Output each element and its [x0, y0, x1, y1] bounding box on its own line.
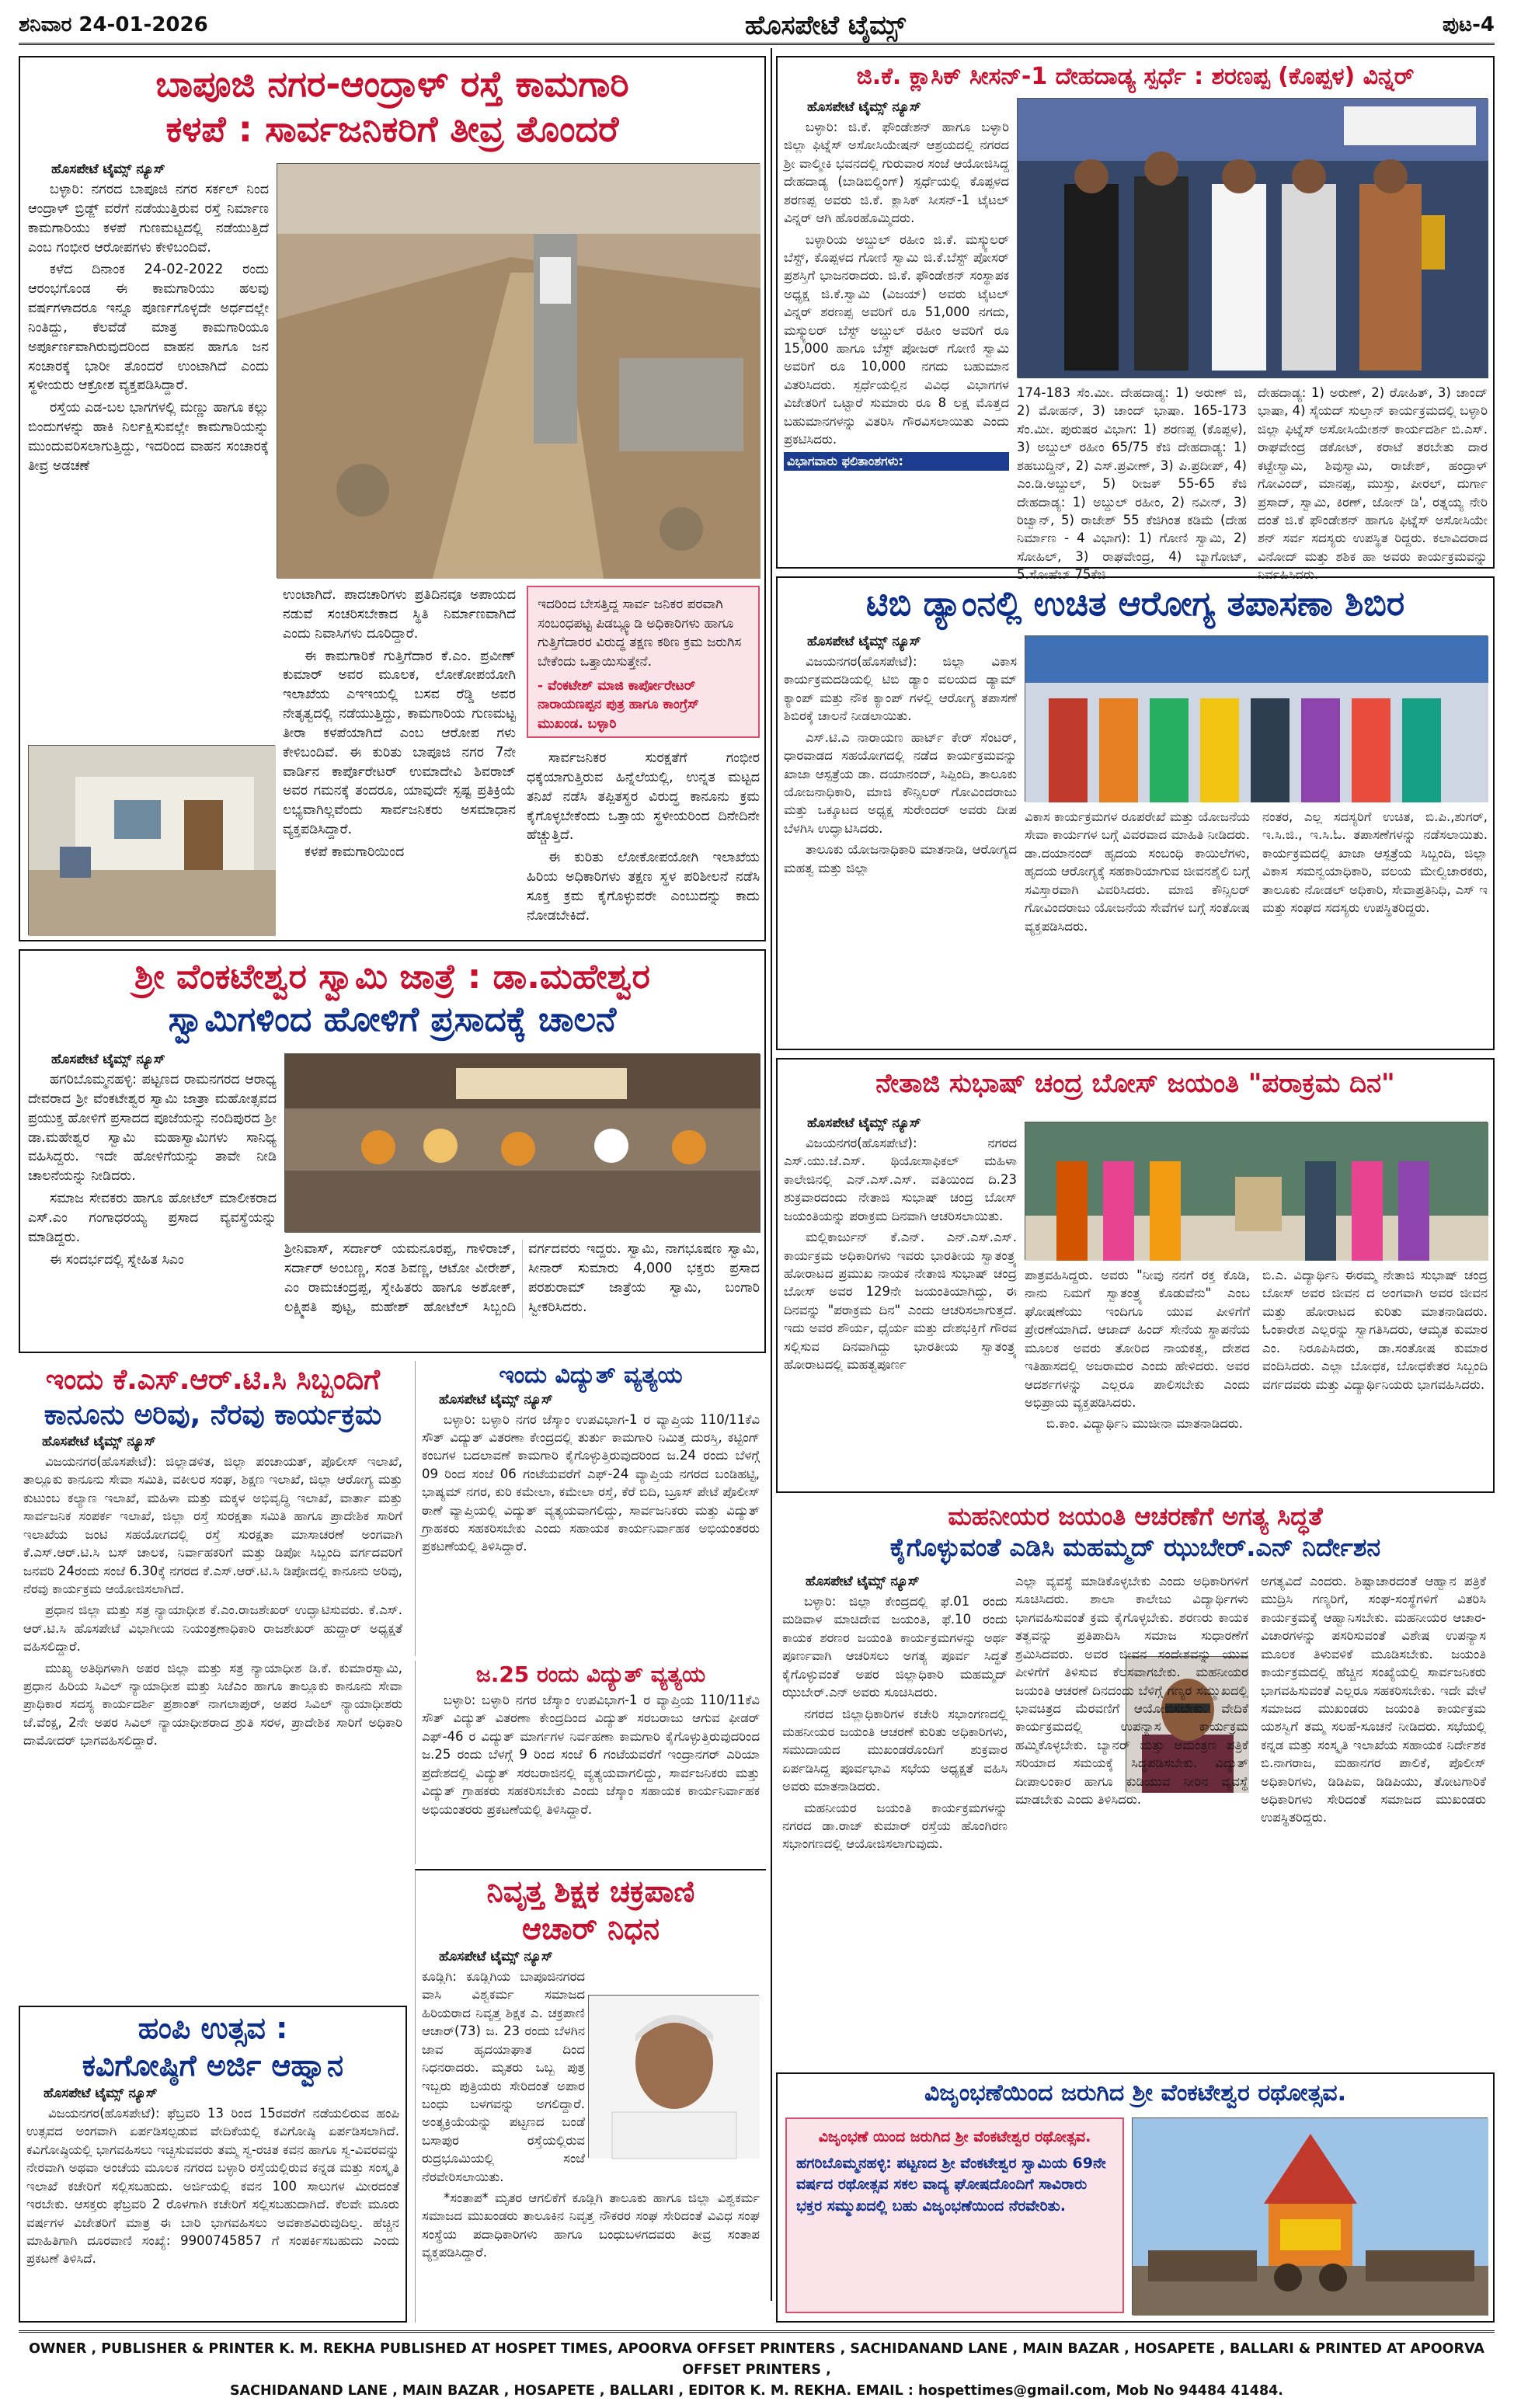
obituary-portrait-photo [588, 1995, 759, 2158]
headline-obituary-2: ಆಚಾರ್ ನಿಧನ [522, 1911, 660, 1946]
byline: ಹೊಸಪೇಟೆ ಟೈಮ್ಸ್ ನ್ಯೂಸ್ [439, 1949, 553, 1964]
imprint-line-1: OWNER , PUBLISHER & PRINTER K. M. REKHA PUBLISHED AT HOSPET TIMES, APOORVA OFFSET PRINTERS , SACHIDANAND LANE , MAIN BAZAR , HOSAPETE , BALLARI & PRINTED AT APOORVA OFFSET PRINTERS , [29, 2341, 1484, 2378]
newspaper-page [19, 8, 1495, 2400]
headline-road-work-2: ಕಳಪೆ : ಸಾರ್ವಜನಿಕರಿಗೆ ತೀವ್ರ ತೊಂದರೆ [165, 107, 619, 150]
headline-power-cut: ಇಂದು ವಿದ್ಯುತ್ ವ್ಯತ್ಯಯ [499, 1362, 683, 1389]
article-netaji [776, 1058, 1495, 1493]
article-obituary [415, 1869, 766, 2323]
headline-jayanti-1: ಮಹನೀಯರ ಜಯಂತಿ ಆಚರಣೆಗೆ ಅಗತ್ಯ ಸಿದ್ಧತೆ [948, 1502, 1323, 1531]
pull-quote-signature: - ವೆಂಕಟೇಶ್ ಮಾಜಿ ಕಾರ್ಪೋರೇಟರ್ ನಾರಾಯಣಪ್ಪನ ಪುತ್ರ ಹಾಗೂ ಕಾಂಗ್ರೆಸ್ ಮುಖಂಡ. ಬಳ್ಳಾರಿ [538, 677, 699, 732]
headline-ksrtc-1: ಇಂದು ಕೆ.ಎಸ್.ಆರ್.ಟಿ.ಸಿ ಸಿಬ್ಬಂದಿಗೆ [45, 1364, 381, 1396]
column-divider [771, 48, 772, 2301]
byline: ಹೊಸಪೇಟೆ ಟೈಮ್ಸ್ ನ್ಯೂಸ್ [807, 1115, 921, 1131]
byline: ಹೊಸಪೇಟೆ ಟೈಮ್ಸ್ ನ್ಯೂಸ್ [51, 162, 165, 177]
article-body: ಬಳ್ಳಾರಿ: ಜಿಲ್ಲಾ ಕೇಂದ್ರದಲ್ಲಿ ಫೆ.01 ರಂದು ಮಡಿವಾಳ ಮಾಚಿದೇವ ಜಯಂತಿ, ಫೆ.10 ರಂದು ಕಾಯಕ ಶರಣರ ಜಯಂತಿ ಕಾರ್ಯಕ್ರಮಗಳನ್ನು ಅರ್ಥ ಪೂರ್ಣವಾಗಿ ಆಚರಿಸಲು ಅಗತ್ಯ ಪೂರ್ವ ಸಿದ್ಧತೆ ಕೈಗೊಳ್ಳುವಂತೆ ಅಪರ ಜಿಲ್ಲಾಧಿಕಾರಿ ಮಹಮ್ಮದ್ ಝುಬೇರ್.ಎನ್ ಅವರು ಸೂಚಿಸಿದರು. ನಗರದ ಜಿಲ್ಲಾಧಿಕಾರಿಗಳ ಕಚೇರಿ ಸಭಾಂಗಣದಲ್ಲಿ ಮಹನೀಯರ ಜಯಂತಿ ಆಚರಣೆ ಕುರಿತು ಅಧಿಕಾರಿಗಳು, ಸಮುದಾಯದ ಮುಖಂಡರೊಂದಿಗೆ ಶುಕ್ರವಾರ ಏರ್ಪಡಿಸಿದ್ದ ಪೂರ್ವಭಾವಿ ಸಭೆಯ ಅಧ್ಯಕ್ಷತೆ ವಹಿಸಿ ಅವರು ಮಾತನಾಡಿದರು. ಮಹನೀಯರ ಜಯಂತಿ ಕಾರ್ಯಕ್ರಮಗಳನ್ನು ನಗರದ ಡಾ.ರಾಜ್ ಕುಮಾರ್ ರಸ್ತೆಯ ಹೊಂಗಿರಣ ಸಭಾಂಗಣದಲ್ಲಿ ಆಯೋಜಿಸಲಾಗುವುದು. [782, 1594, 1008, 1852]
article-jatre [19, 949, 766, 1353]
portrait-illustration [589, 1996, 760, 2159]
award-ceremony-photo [1017, 98, 1488, 378]
chariot-box-title: ವಿಜೃಂಭಣೆ ಯಿಂದ ಜರುಗಿದ ಶ್ರೀ ವೆಂಕಟೇಶ್ವರ ರಥೋತ್ಸವ. [818, 2128, 1091, 2145]
results-column-2: 174-183 ಸೆಂ.ಮೀ. ದೇಹದಾಡ್ಯ: 1) ಅರುಣ್ ಜಿ, 2) ಮೋಹನ್, 3) ಚಾಂದ್ ಭಾಷಾ. 165-173 ಸೆಂ.ಮೀ. ಪುರುಷರ ವಿಭಾಗ: 1) ಶರಣಪ್ಪ (ಕೊಪ್ಪಳ), 3) ಅಬ್ದುಲ್ ರಹೀಂ 65/75 ಕೆಜಿ ದೇಹದಾಡ್ಯ: 1) ಶಹಬುದ್ದಿನ್, 2) ಎಸ್.ಪ್ರವೀಣ್, 3) ಪಿ.ಪ್ರದೀಪ್, 4) ಎಂ.ಡಿ.ಅಬ್ದುಲ್, 5) ರೀಜಕ್ 55-65 ಕೆಜಿ ದೇಹದಾಡ್ಯ: 1) ಅಬ್ದುಲ್ ರಹೀಂ, 2) ನವೀನ್, 3) ರಿಜ್ವಾನ್, 5) ರಾಜೇಶ್ 55 ಕೆಜಿಗಿಂತ ಕಡಿಮೆ (ದೇಹ ನಿರ್ಮಾಣ - 4 ವಿಭಾಗ): 1) ಗೋಣಿ ಸ್ವಾಮಿ, 2) ಸೋಹಿಲ್, 3) ರಾಘವೇಂದ್ರ, 4) ಬ್ಯಾಗೋಟ್, 5.ಸೋಹೆಬ್ 75ಕೆಜಿ [1017, 385, 1247, 583]
page-number: ಪುಟ-4 [1442, 13, 1495, 37]
masthead [19, 8, 1495, 45]
results-subhead: ವಿಭಾಗವಾರು ಫಲಿತಾಂಶಗಳು: [784, 452, 1009, 471]
prasad-photo-illustration [285, 1054, 760, 1233]
newspaper-title: ಹೊಸಪೇಟೆ ಟೈಮ್ಸ್ [744, 9, 906, 41]
health-camp-illustration [1025, 636, 1488, 802]
article-health-camp [776, 576, 1495, 1050]
chariot-text-box [785, 2117, 1124, 2313]
article-column-2: ಪಾತ್ರವಹಿಸಿದ್ದರು. ಅವರು "ನೀವು ನನಗೆ ರಕ್ತ ಕೊಡಿ, ನಾನು ನಿಮಗೆ ಸ್ವಾತಂತ್ರ್ಯ ಕೊಡುವೆನು" ಎಂಬ ಘೋಷಣೆಯು ಇಂದಿಗೂ ಯುವ ಪೀಳಿಗೆಗೆ ಪ್ರೇರಣೆಯಾಗಿದೆ. ಆಜಾದ್ ಹಿಂದ್ ಸೇನೆಯ ಸ್ಥಾಪನೆಯ ಮೂಲಕ ಅವರು ತೋರಿದ ನಾಯಕತ್ವ, ದೇಶದ ಇತಿಹಾಸದಲ್ಲಿ ಅಜರಾಮರ ಎಂದು ಹೇಳಿದರು. ಅವರ ಆದರ್ಶಗಳನ್ನು ಎಲ್ಲರೂ ಪಾಲಿಸಬೇಕು ಎಂದು ಅಭಿಪ್ರಾಯ ವ್ಯಕ್ತಪಡಿಸಿದರು. ಬಿ.ಕಾಂ. ವಿದ್ಯಾರ್ಥಿನಿ ಮುಜೀನಾ ಮಾತನಾಡಿದರು. [1025, 1268, 1250, 1432]
article-body: ಕೂಡ್ಲಿಗಿ: ಕೂಡ್ಲಿಗಿಯ ಬಾಪೂಜಿನಗರದ ವಾಸಿ ವಿಶ್ವಕರ್ಮ ಸಮಾಜದ ಹಿರಿಯರಾದ ನಿವೃತ್ತ ಶಿಕ್ಷಕ ಎ. ಚಕ್ರಪಾಣಿ ಆಚಾರ್(73) ಜ. 23 ರಂದು ಬೆಳಗಿನ ಜಾವ ಹೃದಯಾಘಾತ ದಿಂದ ನಿಧನರಾದರು. ಮೃತರು ಒಬ್ಬ ಪುತ್ರ ಇಬ್ಬರು ಪುತ್ರಿಯರು ಸೇರಿದಂತೆ ಅಪಾರ ಬಂಧು ಬಳಗವನ್ನು ಅಗಲಿದ್ದಾರೆ. ಅಂತ್ಯಕ್ರಿಯೆಯನ್ನು ಪಟ್ಟಣದ ಬಂಡೆ ಬಸಾಪುರ ರಸ್ತೆಯಲ್ಲಿರುವ ರುದ್ರಭೂಮಿಯಲ್ಲಿ ಸಂಜೆ ನೆರವೇರಿಸಲಾಯಿತು. *ಸಂತಾಪ* ಮೃತರ ಆಗಲಿಕೆಗೆ ಕೂಡ್ಲಿಗಿ ತಾಲೂಕು ಹಾಗೂ ಜಿಲ್ಲಾ ವಿಶ್ವಕರ್ಮ ಸಮಾಜದ ಮುಖಂಡರು ತಾಲೂಕಿನ ನಿವೃತ್ತ ನೌಕರರ ಸಂಘ ಸೇರಿದಂತೆ ವಿವಿಧ ಸಂಘ ಸಂಸ್ಥೆಯ ಪದಾಧಿಕಾರಿಗಳು ಹಾಗೂ ಬಂಧುಬಳಗದವರು ತೀವ್ರ ಸಂತಾಪ ವ್ಯಕ್ತಪಡಿಸಿದ್ದಾರೆ. [422, 1969, 760, 2260]
article-jayanti-meeting [776, 1501, 1495, 2066]
article-bodybuilding [776, 56, 1495, 583]
byline: ಹೊಸಪೇಟೆ ಟೈಮ್ಸ್ ನ್ಯೂಸ್ [807, 99, 921, 115]
byline: ಹೊಸಪೇಟೆ ಟೈಮ್ಸ್ ನ್ಯೂಸ್ [51, 1052, 165, 1067]
imprint-footer [19, 2330, 1495, 2399]
article-body: ಬಳ್ಳಾರಿ: ನಗರದ ಬಾಪೂಜಿ ನಗರ ಸರ್ಕಲ್ ನಿಂದ ಆಂದ್ರಾಳ್ ಬ್ರಿಡ್ಜ್ ವರೆಗೆ ನಡೆಯುತ್ತಿರುವ ರಸ್ತೆ ನಿರ್ಮಾಣ ಕಾಮಗಾರಿಯು ಕಳಪೆ ಗುಣಮಟ್ಟದಲ್ಲಿ ನಡೆಯುತ್ತಿದೆ ಎಂಬ ಗಂಭೀರ ಆರೋಪಗಳು ಕೇಳಿಬಂದಿವೆ. ಕಳೆದ ದಿನಾಂಕ 24-02-2022 ರಂದು ಆರಂಭಗೊಂಡ ಈ ಕಾಮಗಾರಿಯು ಹಲವು ವರ್ಷಗಳಾದರೂ ಇನ್ನೂ ಪೂರ್ಣಗೊಳ್ಳದೇ ಅರ್ಧದಲ್ಲೇ ನಿಂತಿದ್ದು, ಕೆಲವೆಡೆ ಮಾತ್ರ ಕಾಮಗಾರಿಯೂ ಅರ್ಪೂರ್ಣವಾಗಿರುವುದರಿಂದ ವಾಹನ ಹಾಗೂ ಜನ ಸಂಚಾರಕ್ಕೆ ಭಾರೀ ತೊಂದರೆ ಉಂಟಾಗಿದೆ ಎಂದು ಸ್ಥಳೀಯರು ಆಕ್ರೋಶ ವ್ಯಕ್ತಪಡಿಸಿದ್ದಾರೆ. ರಸ್ತೆಯ ಎಡ-ಬಲ ಭಾಗಗಳಲ್ಲಿ ಮಣ್ಣು ಹಾಗೂ ಕಲ್ಲು ಬಿಂದುಗಳನ್ನು ಹಾಕಿ ನಿರ್ಲಕ್ಷಿಸುವಲ್ಲೇ ಕಾಮಗಾರಿಯನ್ನು ಮುಂದುವರಿಸಲಾಗುತ್ತಿದ್ದು, ಇದರಿಂದ ವಾಹನ ಸಂಚಾರಕ್ಕೆ ತೀವ್ರ ಅಡಚಣೆ [28, 182, 269, 474]
article-body: ವಿಜಯನಗರ(ಹೊಸಪೇಟೆ): ಫೆಬ್ರವರಿ 13 ರಿಂದ 15ರವರೆಗೆ ನಡೆಯಲಿರುವ ಹಂಪಿ ಉತ್ಸವದ ಅಂಗವಾಗಿ ಏರ್ಪಡಿಸಲ್ಪಡುವ ವೇದಿಕೆಯಲ್ಲಿ ಕವಿಗೋಷ್ಠಿ ಏರ್ಪಡಿಸಲಾಗಿದೆ. ಕವಿಗೋಷ್ಠಿಯಲ್ಲಿ ಭಾಗವಹಿಸಲು ಇಚ್ಛಿಸುವವರು ತಮ್ಮ ಸ್ವ-ರಚಿತ ಕವನ ಹಾಗೂ ಸ್ವ-ವಿವರವನ್ನು ನೇರವಾಗಿ ಅಥವಾ ಅಂಚೆಯ ಮೂಲಕ ನಗರದ ಬಳ್ಳಾರಿ ರಸ್ತೆಯಲ್ಲಿರುವ ಕನ್ನಡ ಮತ್ತು ಸಂಸ್ಕೃತಿ ಇಲಾಖೆ ಕಚೇರಿಗೆ ಸಲ್ಲಿಸಬಹುದು. ಅರ್ಜಿಯಲ್ಲಿ ಕವನ 100 ಸಾಲುಗಳ ಮೀರದಂತೆ ಇರಬೇಕು. ಆಸಕ್ತರು ಫೆಬ್ರವರಿ 2 ರೊಳಗಾಗಿ ಕಚೇರಿಗೆ ಸಲ್ಲಿಸಬಹುದಾಗಿದೆ. ಕೆಲವೇ ಮೂರು ವರ್ಷಗಳ ವಿಜೇತರಿಗೆ ಮಾತ್ರ ಈ ಬಾರಿ ಭಾಗವಹಿಸಲು ಅವಕಾಶವಿರುವುದಿಲ್ಲ. ಹೆಚ್ಚಿನ ಮಾಹಿತಿಗಾಗಿ ದೂರವಾಣಿ ಸಂಖ್ಯೆ: 9900745857 ಗೆ ಸಂಪರ್ಕಿಸಬಹುದು ಎಂದು ಪ್ರಕಟಣೆ ತಿಳಿಸಿದೆ. [26, 2106, 399, 2267]
article-hampi-utsav [19, 2006, 407, 2323]
article-body: ಬಳ್ಳಾರಿ: ಬಳ್ಳಾರಿ ನಗರ ಜೆಸ್ಕಾಂ ಉಪವಿಭಾಗ-1 ರ ವ್ಯಾಪ್ತಿಯ 110/11ಕೆವಿ ಸೌತ್ ವಿದ್ಯುತ್ ವಿತರಣಾ ಕೇಂದ್ರದಲ್ಲಿ ತುರ್ತು ಕಾಮಗಾರಿ ನಿಮಿತ್ತ ದುರಸ್ತಿ, ಕಟ್ಟಿಂಗ್ ಕಂಬಗಳ ಬದಲಾವಣೆ ಕಾಮಗಾರಿ ಕೈಗೊಳ್ಳುತ್ತಿರುವುದರಿಂದ ಜ.24 ರಂದು ಬೆಳಗ್ಗೆ 09 ರಿಂದ ಸಂಜೆ 06 ಗಂಟೆಯವರೆಗೆ ಎಫ್-24 ವ್ಯಾಪ್ತಿಯ ನಗರದ ಬಂಡಿಹಟ್ಟಿ, ಭಾಷ್ಯಮ್ ನಗರ, ಕುರಿ ಕಮೇಲಾ, ಕಮೇಲಾ ರಸ್ತೆ, ಕೆರೆ ಬಿದಿ, ಬ್ರೂಸ್ ಪೇಟೆ ಪೊಲೀಸ್ ಠಾಣೆ ವ್ಯಾಪ್ತಿಯಲ್ಲಿ ವಿದ್ಯುತ್ ವ್ಯತ್ಯಯವಾಗಲಿದ್ದು, ಸಾರ್ವಜನಿಕರು ಮತ್ತು ವಿದ್ಯುತ್ ಗ್ರಾಹಕರು ಸಹಕರಿಸಬೇಕು ಎಂದು ಸಹಾಯಕ ಕಾರ್ಯನಿರ್ವಾಹಕ ಅಭಿಯಂತರರು ಪ್ರಕಟಣೆಯಲ್ಲಿ ತಿಳಿಸಿದ್ದಾರೆ. [422, 1411, 760, 1554]
road-photo-illustration [277, 164, 760, 579]
byline: ಹೊಸಪೇಟೆ ಟೈಮ್ಸ್ ನ್ಯೂಸ್ [807, 634, 921, 649]
article-body: ವಿಜಯನಗರ(ಹೊಸಪೇಟೆ): ಜಿಲ್ಲಾ ವಿಕಾಸ ಕಾರ್ಯಕ್ರಮದಡಿಯಲ್ಲಿ ಟಿಬಿ ಡ್ಯಾಂ ವಲಯದ ಡ್ಯಾಮ್ ಕ್ಯಾಂಪ್ ಮತ್ತು ನೌಕ ಕ್ಯಾಂಪ್ ಗಳಲ್ಲಿ ಆರೋಗ್ಯ ತಪಾಸಣೆ ಶಿಬಿರಕ್ಕೆ ಚಾಲನೆ ನೀಡಲಾಯಿತು. ಎಸ್.ಟಿ.ಎ ನಾರಾಯಣ ಹಾರ್ಟ್ ಕೇರ್ ಸೆಂಟರ್, ಧಾರವಾಡದ ಸಹಯೋಗದಲ್ಲಿ ನಡೆದ ಕಾರ್ಯಕ್ರಮವನ್ನು ಖಾಜಾ ಆಸ್ಪತ್ರೆಯ ಡಾ. ದಯಾನಂದ್, ಸಿಪ್ಪಿಂದಿ, ತಾಲೂಕು ಯೋಜನಾಧಿಕಾರಿ, ಮಾಜಿ ಕೌನ್ಸಿಲರ್ ಗೋವಿಂದರಾಜು ಮತ್ತು ಒಕ್ಕೂಟದ ಅಧ್ಯಕ್ಷ ಸುರೇಂದರ್ ಅವರು ದೀಪ ಬೆಳಗಿಸಿ ಉದ್ಘಾಟಿಸಿದರು. ತಾಲೂಕು ಯೋಜನಾಧಿಕಾರಿ ಮಾತನಾಡಿ, ಆರೋಗ್ಯದ ಮಹತ್ವ ಮತ್ತು ಜಿಲ್ಲಾ [784, 654, 1017, 875]
article-body: ಹಗರಿಬೊಮ್ಮನಹಳ್ಳಿ: ಪಟ್ಟಣದ ರಾಮನಗರದ ಆರಾಧ್ಯ ದೇವರಾದ ಶ್ರೀ ವೆಂಕಟೇಶ್ವರ ಸ್ವಾಮಿ ಜಾತ್ರಾ ಮಹೋತ್ಸವದ ಪ್ರಯುಕ್ತ ಹೋಳಿಗೆ ಪ್ರಸಾದದ ಪೂಜೆಯನ್ನು ನಂದಿಪುರದ ಶ್ರೀ ಡಾ.ಮಹೇಶ್ವರ ಸ್ವಾಮಿ ಮಹಾಸ್ವಾಮಿಗಳು ಸಾನಿಧ್ಯ ವಹಿಸಿದ್ದರು. ಇದೇ ಹೋಳಿಗೆಯನ್ನು ತಾವೇ ನೀಡಿ ಚಾಲನೆಯನ್ನು ನೀಡಿದರು. ಸಮಾಜ ಸೇವಕರು ಹಾಗೂ ಹೋಟೆಲ್ ಮಾಲೀಕರಾದ ಎಸ್.ಎಂ ಗಂಗಾಧರಯ್ಯ ಪ್ರಸಾದ ವ್ಯವಸ್ಥೆಯನ್ನು ಮಾಡಿದ್ದರು. ಈ ಸಂದರ್ಭದಲ್ಲಿ ಸ್ನೇಹಿತ ಸಿಎಂ [28, 1072, 277, 1268]
pull-quote: ಇದರಿಂದ ಬೇಸತ್ತಿದ್ದ ಸಾರ್ವ ಜನಿಕರ ಪರವಾಗಿ ಸಂಬಂಧಪಟ್ಟ ಪಿಡಬ್ಲ್ಯೂಡಿ ಅಧಿಕಾರಿಗಳು ಹಾಗೂ ಗುತ್ತಿಗೆದಾರರ ವಿರುದ್ಧ ತಕ್ಷಣ ಕಠಿಣ ಕ್ರಮ ಜರುಗಿಸ ಬೇಕೆಂದು ಒತ್ತಾಯಿಸುತ್ತೇನೆ. - ವೆಂಕಟೇಶ್ ಮಾಜಿ ಕಾರ್ಪೋರೇಟರ್ ನಾರಾಯಣಪ್ಪನ ಪುತ್ರ ಹಾಗೂ ಕಾಂಗ್ರೆಸ್ ಮುಖಂಡ. ಬಳ್ಳಾರಿ [527, 586, 760, 738]
article-power-cut-today [415, 1361, 766, 1656]
headline-power-cut-jan25: ಜ.25 ರಂದು ವಿದ್ಯುತ್ ವ್ಯತ್ಯಯ [475, 1662, 706, 1687]
headline-jayanti-2: ಕೈಗೊಳ್ಳುವಂತೆ ಎಡಿಸಿ ಮಹಮ್ಮದ್ ಝುಬೇರ್.ಎನ್ ನಿರ್ದೇಶನ [889, 1533, 1381, 1562]
byline: ಹೊಸಪೇಟೆ ಟೈಮ್ಸ್ ನ್ಯೂಸ್ [806, 1574, 920, 1589]
headline-hampi-1: ಹಂಪಿ ಉತ್ಸವ : [137, 2011, 288, 2045]
byline: ಹೊಸಪೇಟೆ ಟೈಮ್ಸ್ ನ್ಯೂಸ್ [439, 1391, 553, 1408]
article-chariot-festival [776, 2072, 1495, 2323]
award-photo-illustration [1018, 99, 1488, 378]
house-photo [28, 745, 275, 935]
chariot-box-body: ಹಗರಿಬೊಮ್ಮನಹಳ್ಳಿ: ಪಟ್ಟಣದ ಶ್ರೀ ವೆಂಕಟೇಶ್ವರ ಸ್ವಾಮಿಯ 69ನೇ ವರ್ಷದ ರಥೋತ್ಸವ ಸಕಲ ವಾದ್ಯ ಘೋಷದೊಂದಿಗೆ ಸಾವಿರಾರು ಭಕ್ತರ ಸಮ್ಮುಖದಲ್ಲಿ ಬಹು ವಿಜೃಂಭಣೆಯಿಂದ ನೆರವೇರಿತು. [796, 2154, 1106, 2215]
byline: ಹೊಸಪೇಟೆ ಟೈಮ್ಸ್ ನ್ಯೂಸ್ [44, 2086, 158, 2101]
results-column-3: ದೇಹದಾಡ್ಯ: 1) ಅರುಣ್, 2) ರೋಹಿತ್, 3) ಚಾಂದ್ ಭಾಷಾ, 4) ಸೈಯದ್ ಸುಲ್ತಾನ್ ಕಾರ್ಯಕ್ರಮದಲ್ಲಿ ಬಳ್ಳಾರಿ ಜಿಲ್ಲಾ ಫಿಟ್ನೆಸ್ ಅಸೋಸಿಯೇಶನ್ ಕಾರ್ಯದರ್ಶಿ ಬಿ.ಎಸ್. ರಾಘವೇಂದ್ರ ಡಕೋಟ್, ಕರಾಟೆ ತರಬೇತು ದಾರ ಕಟ್ಟೇಸ್ವಾಮಿ, ಶಿವುಸ್ವಾಮಿ, ರಾಜೇಶ್, ಹಂದ್ರಾಳ್ ಗೋವಿಂದ್, ಮಾನಪ್ಪ, ಮುಸ್ತು, ಪೀರಲ್, ದುರ್ಗಾ ಪ್ರಸಾದ್, ಸ್ವಾಮಿ, ಕಿರಣ್, ಜೋನ್ ಡಿ', ರತ್ನಯ್ಯ ನೇರಿ ದಂತೆ ಜಿ.ಕೆ ಫೌಂಡೇಶನ್ ಹಾಗೂ ಫಿಟ್ನೆಸ್ ಅಸೋಸಿಯೇ ಶನ್ ಸರ್ವ ಸದಸ್ಯರು ಉಪಸ್ಥಿತ ರಿದ್ದರು. ಕಲಾವಿದರಾದ ವಿನೋದ್ ಮತ್ತು ಶಶಿಕ ಹಾ ಅವರು ಕಾರ್ಯಕ್ರಮವನ್ನು ನಿರ್ವಹಿಸಿದರು. [1258, 385, 1488, 583]
article-body-continued: ಶ್ರೀನಿವಾಸ್, ಸರ್ದಾರ್ ಯಮನೂರಪ್ಪ, ಗಾಳಿರಾಜ್, ಸರ್ದಾರ್ ಅಂಬಣ್ಣ, ಸಂತ ಶಿವಣ್ಣ, ಆಟೋ ವೀರೇಶ್, ಎಂ ರಾಮಚಂದ್ರಪ್ಪ, ಸ್ನೇಹಿತರು ಹಾಗೂ ಅಶೋಕ್, ಲಕ್ಷ್ಮಿಪತಿ ಪುಟ್ಟ, ಮಹೇಶ್ ಹೋಟೆಲ್ ಸಿಬ್ಬಂದಿ ವರ್ಗದವರು ಇದ್ದರು. ಸ್ವಾಮಿ, ನಾಗಭೂಷಣ ಸ್ವಾಮಿ, ಸೀನಾರ್ ಸುಮಾರು 4,000 ಭಕ್ತರು ಪ್ರಸಾದ ಪರಶುರಾಮ್ ಜಾತ್ರೆಯ ಸ್ವಾಮಿ, ಬಂಗಾರಿ ಸ್ವೀಕರಿಸಿದರು. [284, 1241, 760, 1315]
headline-health-camp: ಟಿಬಿ ಡ್ಯಾಂನಲ್ಲಿ ಉಚಿತ ಆರೋಗ್ಯ ತಪಾಸಣಾ ಶಿಬಿರ [865, 584, 1405, 624]
article-body: ಬಳ್ಳಾರಿ: ಬಳ್ಳಾರಿ ನಗರ ಜೆಸ್ಕಾಂ ಉಪವಿಭಾಗ-1 ರ ವ್ಯಾಪ್ತಿಯ 110/11ಕೆವಿ ಸೌತ್ ವಿದ್ಯುತ್ ವಿತರಣಾ ಕೇಂದ್ರದಿಂದ ವಿದ್ಯುತ್ ಸರಬರಾಜು ಆಗುವ ಫೀಡರ್ ಎಫ್-46 ರ ವಿದ್ಯುತ್ ಮಾರ್ಗಗಳ ನಿರ್ವಹಣಾ ಕಾಮಗಾರಿ ಕೈಗೊಳ್ಳುತ್ತಿರುವುದರಿಂದ ಜ.25 ರಂದು ಬೆಳಗ್ಗೆ 9 ರಿಂದ ಸಂಜೆ 6 ಗಂಟೆಯವರೆಗೆ ಇಂದ್ರಾನಗರ್ ಎರಿಯಾ ಪ್ರದೇಶದಲ್ಲಿ ವಿದ್ಯುತ್ ಸರಬರಾಜಿನಲ್ಲಿ ವ್ಯತ್ಯಯವಾಗಲಿದ್ದು, ಸಾರ್ವಜನಿಕರು ಮತ್ತು ವಿದ್ಯುತ್ ಗ್ರಾಹಕರು ಸಹಕರಿಸಬೇಕು ಎಂದು ಜೆಸ್ಕಾಂ ಸಹಾಯಕ ಕಾರ್ಯನಿರ್ವಾಹಕ ಅಭಿಯಂತರರು ಪ್ರಕಟಣೆಯಲ್ಲಿ ತಿಳಿಸಿದ್ದಾರೆ. [422, 1693, 760, 1817]
headline-obituary-1: ನಿವೃತ್ತ ಶಿಕ್ಷಕ ಚಕ್ರಪಾಣಿ [486, 1874, 695, 1909]
article-column-3: ಅಗತ್ಯವಿದೆ ಎಂದರು. ಶಿಷ್ಟಾಚಾರದಂತೆ ಆಹ್ವಾನ ಪತ್ರಿಕೆ ಮುದ್ರಿಸಿ ಗಣ್ಯರಿಗೆ, ಸಂಘ-ಸಂಸ್ಥೆಗಳಿಗೆ ವಿತರಿಸಿ ಕಾರ್ಯಕ್ರಮಕ್ಕೆ ಆಹ್ವಾನಿಸಬೇಕು. ಮಹನೀಯರ ಆಚಾರ-ವಿಚಾರಗಳನ್ನು ಪಸರಿಸುವಂತೆ ವಿಶೇಷ ಉಪನ್ಯಾಸ ಮೂಲಕ ತಿಳುವಳಿಕೆ ಮೂಡಿಸಬೇಕು. ಜಯಂತಿ ಕಾರ್ಯಕ್ರಮದಲ್ಲಿ ಹೆಚ್ಚಿನ ಸಂಖ್ಯೆಯಲ್ಲಿ ಸಾರ್ವಜನಿಕರು ಭಾಗವಹಿಸುವಂತೆ ಎಲ್ಲರೂ ಸಹಕರಿಸಬೇಕು. ಇದೇ ವೇಳೆ ಸಮಾಜದ ಮುಖಂಡರು ಜಯಂತಿ ಕಾರ್ಯಕ್ರಮ ಯಶಸ್ವಿಗೆ ತಮ್ಮ ಸಲಹೆ-ಸೂಚನೆ ನೀಡಿದರು. ಸಭೆಯಲ್ಲಿ ಕನ್ನಡ ಮತ್ತು ಸಂಸ್ಕೃತಿ ಇಲಾಖೆಯ ಸಹಾಯಕ ನಿರ್ದೇಶಕ ಬಿ.ನಾಗರಾಜ, ಮಹಾನಗರ ಪಾಲಿಕೆ, ಪೊಲೀಸ್ ಅಧಿಕಾರಿಗಳು, ಡಿಡಿಪಿಐ, ಡಿಡಿಪಿಯು, ತೋಟಗಾರಿಕೆ ಅಧಿಕಾರಿಗಳು ಸೇರಿದಂತೆ ಸಮಾಜದ ಮುಖಂಡರು ಉಪಸ್ಥಿತರಿದ್ದರು. [1261, 1574, 1486, 1825]
headline-netaji: ನೇತಾಜಿ ಸುಭಾಷ್ ಚಂದ್ರ ಬೋಸ್ ಜಯಂತಿ "ಪರಾಕ್ರಮ ದಿನ" [875, 1068, 1395, 1099]
health-camp-photo [1025, 635, 1488, 802]
house-photo-illustration [29, 746, 276, 936]
issue-date: ಶನಿವಾರ 24-01-2026 [19, 13, 208, 37]
headline-ksrtc-2: ಕಾನೂನು ಅರಿವು, ನೆರವು ಕಾರ್ಯಕ್ರಮ [44, 1399, 382, 1431]
byline: ಹೊಸಪೇಟೆ ಟೈಮ್ಸ್ ನ್ಯೂಸ್ [42, 1434, 156, 1449]
article-body-end: ಸಾರ್ವಜನಿಕರ ಸುರಕ್ಷತೆಗೆ ಗಂಭೀರ ಧಕ್ಕೆಯಾಗುತ್ತಿರುವ ಹಿನ್ನೆಲೆಯಲ್ಲಿ, ಉನ್ನತ ಮಟ್ಟದ ತನಿಖೆ ನಡೆಸಿ ತಪ್ಪಿತಸ್ಥರ ವಿರುದ್ಧ ಕಾನೂನು ಕ್ರಮ ಕೈಗೊಳ್ಳಬೇಕೆಂದು ಒತ್ತಾಯ ಸ್ಥಳೀಯರಿಂದ ದಿನೇದಿನೇ ಹೆಚ್ಚುತ್ತಿದೆ. ಈ ಕುರಿತು ಲೋಕೋಪಯೋಗಿ ಇಲಾಖೆಯ ಹಿರಿಯ ಅಧಿಕಾರಿಗಳು ತಕ್ಷಣ ಸ್ಥಳ ಪರಿಶೀಲನೆ ನಡೆಸಿ ಸೂಕ್ತ ಕ್ರಮ ಕೈಗೊಳ್ಳುವರೇ ಎಂಬುದನ್ನು ಕಾದು ನೋಡಬೇಕಿದೆ. [527, 750, 760, 924]
headline-chariot: ವಿಜೃಂಭಣೆಯಿಂದ ಜರುಗಿದ ಶ್ರೀ ವೆಂಕಟೇಶ್ವರ ರಥೋತ್ಸವ. [924, 2079, 1347, 2107]
article-power-cut-jan25 [415, 1661, 766, 1864]
netaji-event-photo [1025, 1122, 1488, 1260]
article-road-work [19, 56, 766, 941]
article-body: ಬಳ್ಳಾರಿ: ಜಿ.ಕೆ. ಫೌಂಡೇಶನ್ ಹಾಗೂ ಬಳ್ಳಾರಿ ಜಿಲ್ಲಾ ಫಿಟ್ನೆಸ್ ಅಸೋಸಿಯೇಷನ್ ಆಶ್ರಯದಲ್ಲಿ ನಗರದ ಶ್ರೀ ವಾಲ್ಮೀಕಿ ಭವನದಲ್ಲಿ ಗುರುವಾರ ಸಂಜೆ ಆಯೋಜಿಸಿದ್ದ ದೇಹದಾಡ್ಯ (ಬಾಡಿಬಿಲ್ಡಿಂಗ್) ಸ್ಪರ್ಧೆಯಲ್ಲಿ ಕೊಪ್ಪಳದ ಶರಣಪ್ಪ ಅವರು ಜಿ.ಕೆ. ಕ್ಲಾಸಿಕ್ ಸೀಸನ್-1 ಟೈಟಲ್ ವಿನ್ನರ್ ಆಗಿ ಹೊರಹೊಮ್ಮಿದರು. ಬಳ್ಳಾರಿಯ ಅಬ್ದುಲ್ ರಹೀಂ ಜಿ.ಕೆ. ಮಸ್ಕ್ಯುಲರ್ ಬೆಸ್ಟ್, ಕೊಪ್ಪಳದ ಗೋಣಿ ಸ್ವಾಮಿ ಜಿ.ಕೆ.ಬೆಸ್ಟ್ ಪೋಸರ್ ಪ್ರಶಸ್ತಿಗೆ ಭಾಜನರಾದರು. ಜಿ.ಕೆ. ಫೌಂಡೇಶನ್ ಸಂಸ್ಥಾಪಕ ಅಧ್ಯಕ್ಷ ಜಿ.ಕೆ.ಸ್ವಾಮಿ (ವಿಜಯ್) ಅವರು ಟೈಟಲ್ ವಿನ್ನರ್ ಶರಣಪ್ಪ ಅವರಿಗೆ ರೂ 51,000 ನಗದು, ಮಸ್ಕ್ಯುಲರ್ ಬೆಸ್ಟ್ ಅಬ್ದುಲ್ ರಹೀಂ ಅವರಿಗೆ ರೂ 15,000 ಹಾಗೂ ಬೆಸ್ಟ್ ಪೋಜರ್ ಗೋಣಿ ಸ್ವಾಮಿ ಅವರಿಗೆ ರೂ 10,000 ನಗದು ಬಹುಮಾನ ವಿತರಿಸಿದರು. ಸ್ಪರ್ಧೆಯಲ್ಲಿನ ವಿವಿಧ ವಿಭಾಗಗಳ ವಿಜೇತರಿಗೆ ಒಟ್ಟಾರೆ ಸುಮಾರು ರೂ 8 ಲಕ್ಷ ಮೊತ್ತದ ಬಹುಮಾನಗಳನ್ನು ವಿತರಿಸಿ ಗೌರವಿಸಲಾಯಿತು ಎಂದು ಪ್ರಕಟಿಸಿದರು. [784, 120, 1009, 447]
article-column-2: ಎಲ್ಲಾ ವ್ಯವಸ್ಥೆ ಮಾಡಿಕೊಳ್ಳಬೇಕು ಎಂದು ಅಧಿಕಾರಿಗಳಿಗೆ ಸೂಚಿಸಿದರು. ಶಾಲಾ ಕಾಲೇಜು ವಿದ್ಯಾರ್ಥಿಗಳು ಭಾಗವಹಿಸುವಂತೆ ಕ್ರಮ ಕೈಗೊಳ್ಳಬೇಕು. ಶರಣರು ಕಾಯಕ ತತ್ವವನ್ನು ಪ್ರತಿಪಾದಿಸಿ ಸಮಾಜ ಸುಧಾರಣೆಗೆ ಶ್ರಮಿಸಿದವರು. ಅವರ ಜೀವನ ಸಂದೇಶವನ್ನು ಯುವ ಪೀಳಿಗೆಗೆ ತಿಳಿಸುವ ಕೆಲಸವಾಗಬೇಕು. ಮಹನೀಯರ ಜಯಂತಿ ಆಚರಣೆ ದಿನದಂದು ಬೆಳಿಗ್ಗೆ ಗಣ್ಯರ ಸಮ್ಮುಖದಲ್ಲಿ ಭಾವಚಿತ್ರದ ಮೆರವಣಿಗೆ ಆಯೋಜಿಸಬೇಕು. ವೇದಿಕೆ ಕಾರ್ಯಕ್ರಮದಲ್ಲಿ ಉಪನ್ಯಾಸ ಕಾರ್ಯಕ್ರಮ ಹಮ್ಮಿಕೊಳ್ಳಬೇಕು. ಬ್ಯಾನರ್ ಮತ್ತು ಆಮಂತ್ರಣ ಪತ್ರಿಕೆ ಸರಿಯಾದ ಸಮಯಕ್ಕೆ ಸಿದ್ಧಪಡಿಸಬೇಕು. ವಿದ್ಯುತ್ ದೀಪಾಲಂಕಾರ ಹಾಗೂ ಕುಡಿಯುವ ನೀರಿನ ವ್ಯವಸ್ಥೆ ಮಾಡಬೇಕು ಎಂದು ತಿಳಿಸಿದರು. [1015, 1574, 1248, 1808]
article-column-3: ನಂತರ, ಎಲ್ಲ ಸದಸ್ಯರಿಗೆ ಉಚಿತ, ಬಿ.ಪಿ.,ಶುಗರ್, ಇ.ಸಿ.ಜಿ., ಇ.ಸಿ.ಓ. ತಪಾಸಣೆಗಳನ್ನು ನಡೆಸಲಾಯಿತು. ಕಾರ್ಯಕ್ರಮದಲ್ಲಿ ಖಾಜಾ ಆಸ್ಪತ್ರೆಯ ಸಿಬ್ಬಂದಿ, ಜಿಲ್ಲಾ ವಿಕಾಸ ಸಮನ್ವಯಾಧಿಕಾರಿ, ವಲಯ ಮೇಲ್ವಿಚಾರಕರು, ತಾಲೂಕು ನೋಡಲ್ ಅಧಿಕಾರಿ, ಸೇವಾಪ್ರತಿನಿಧಿ, ಎಸ್ ಇ ಮತ್ತು ಸಂಘದ ಸದಸ್ಯರು ಉಪಸ್ಥಿತರಿದ್ದರು. [1262, 809, 1488, 916]
headline-jatre-1: ಶ್ರೀ ವೆಂಕಟೇಶ್ವರ ಸ್ವಾಮಿ ಜಾತ್ರೆ : ಡಾ.ಮಹೇಶ್ವರ [134, 957, 650, 997]
article-body: ವಿಜಯನಗರ(ಹೊಸಪೇಟೆ): ಜಿಲ್ಲಾಡಳಿತ, ಜಿಲ್ಲಾ ಪಂಚಾಯತ್, ಪೊಲೀಸ್ ಇಲಾಖೆ, ತಾಲ್ಲೂಕು ಕಾನೂನು ಸೇವಾ ಸಮಿತಿ, ವಕೀಲರ ಸಂಘ, ಶಿಕ್ಷಣ ಇಲಾಖೆ, ಜಿಲ್ಲಾ ಆರೋಗ್ಯ ಮತ್ತು ಕುಟುಂಬ ಕಲ್ಯಾಣ ಇಲಾಖೆ, ಮಹಿಳಾ ಮತ್ತು ಮಕ್ಕಳ ಅಭಿವೃದ್ಧಿ ಇಲಾಖೆ, ವಾರ್ತಾ ಮತ್ತು ಸಾರ್ವಜನಿಕ ಸಂಪರ್ಕ ಇಲಾಖೆ, ಜಿಲ್ಲಾ ರಸ್ತೆ ಸುರಕ್ಷತಾ ಸಮಿತಿ ಹಾಗೂ ಪ್ರಾದೇಶಿಕ ಸಾರಿಗೆ ಇಲಾಖೆಯ ಜಂಟಿ ಸಹಯೋಗದಲ್ಲಿ ರಸ್ತೆ ಸುರಕ್ಷತಾ ಮಾಸಾಚರಣೆ ಅಂಗವಾಗಿ ಕೆ.ಎಸ್.ಆರ್.ಟಿ.ಸಿ ಬಸ್ ಚಾಲಕ, ನಿರ್ವಾಹಕರಿಗೆ ಮತ್ತು ಡಿಪೋ ಸಿಬ್ಬಂದಿ ವರ್ಗದವರಿಗೆ ಜನವರಿ 24ರಂದು ಸಂಜೆ 6.30ಕ್ಕೆ ನಗರದ ಕೆ.ಎಸ್.ಆರ್.ಟಿ.ಸಿ ಡಿಪೋದಲ್ಲಿ ಕಾನೂನು ಅರಿವು, ನೆರವು ಕಾರ್ಯಕ್ರಮ ಆಯೋಜಿಸಲಾಗಿದೆ. ಪ್ರಧಾನ ಜಿಲ್ಲಾ ಮತ್ತು ಸತ್ರ ನ್ಯಾಯಾಧೀಶ ಕೆ.ಎಂ.ರಾಜಶೇಖರ್ ಉದ್ಘಾಟಿಸುವರು. ಕೆ.ಎಸ್. ಆರ್.ಟಿ.ಸಿ ಹೊಸಪೇಟೆ ವಿಭಾಗೀಯ ನಿಯಂತ್ರಣಾಧಿಕಾರಿ ರಾಜಶೇಖರ್ ಹುದ್ದಾರ್ ಅಧ್ಯಕ್ಷತೆ ವಹಿಸಲಿದ್ದಾರೆ. ಮುಖ್ಯ ಅತಿಥಿಗಳಾಗಿ ಅಪರ ಜಿಲ್ಲಾ ಮತ್ತು ಸತ್ರ ನ್ಯಾಯಾಧೀಶ ಡಿ.ಕೆ. ಕುಮಾರಸ್ವಾಮಿ, ಪ್ರಧಾನ ಹಿರಿಯ ಸಿವಿಲ್ ನ್ಯಾಯಾಧೀಶ ಮತ್ತು ಸಿಜೆಎಂ ಹಾಗೂ ತಾಲ್ಲೂಕು ಕಾನೂನು ಸೇವಾ ಪ್ರಾಧಿಕಾರ ಸದಸ್ಯ ಕಾರ್ಯದರ್ಶಿ ಪ್ರಶಾಂತ್ ನಾಗಲಾಪುರ್, ಅಪರ ಸಿವಿಲ್ ನ್ಯಾಯಾಧೀಶರು ಜೆ.ವೆಂಕ್ಷ, 2ನೇ ಅಪರ ಸಿವಿಲ್ ನ್ಯಾಯಾಧೀಶರಾದ ಶ್ರುತಿ ಸರಳ, ಪ್ರಾದೇಶಿಕ ಸಾರಿಗೆ ಅಧಿಕಾರಿ ದಾಮೋದರ್ ಭಾಗವಹಿಸಲಿದ್ದಾರೆ. [23, 1454, 402, 1749]
netaji-photo-illustration [1025, 1122, 1488, 1261]
chariot-illustration [1133, 2118, 1488, 2316]
article-body: ವಿಜಯನಗರ(ಹೊಸಪೇಟೆ): ನಗರದ ಎಸ್.ಯು.ಜೆ.ಎಸ್. ಥಿಯೋಸಾಫಿಕಲ್ ಮಹಿಳಾ ಕಾಲೇಜಿನಲ್ಲಿ ಎನ್.ಎಸ್.ಎಸ್. ವತಿಯಿಂದ ದಿ.23 ಶುಕ್ರವಾರದಂದು ನೇತಾಜಿ ಸುಭಾಷ್ ಚಂದ್ರ ಬೋಸ್ ಜಯಂತಿಯನ್ನು ಪರಾಕ್ರಮ ದಿನವಾಗಿ ಆಚರಿಸಲಾಯಿತು. ಮಲ್ಲಿಕಾರ್ಜುನ್ ಕೆ.ಎನ್. ಎನ್.ಎಸ್.ಎಸ್. ಕಾರ್ಯಕ್ರಮ ಅಧಿಕಾರಿಗಳು ಇವರು ಭಾರತೀಯ ಸ್ವಾತಂತ್ರ್ಯ ಹೋರಾಟದ ಪ್ರಮುಖ ನಾಯಕ ನೇತಾಜಿ ಸುಭಾಷ್ ಚಂದ್ರ ಬೋಸ್ ಅವರ 129ನೇ ಜಯಂತಿಯಾಗಿದ್ದು, ಈ ದಿನವನ್ನು "ಪರಾಕ್ರಮ ದಿನ" ಎಂದು ಆಚರಿಸಲಾಗುತ್ತದೆ. ಇದು ಅವರ ಶೌರ್ಯ, ಧೈರ್ಯ ಮತ್ತು ದೇಶಭಕ್ತಿಗೆ ಗೌರವ ಸಲ್ಲಿಸುವ ದಿನವಾಗಿದ್ದು ಭಾರತೀಯ ಸ್ವಾತಂತ್ರ್ಯ ಹೋರಾಟದಲ್ಲಿ ಮಹತ್ವಪೂರ್ಣ [784, 1136, 1017, 1373]
article-body-continued: ಉಂಟಾಗಿದೆ. ಪಾದಚಾರಿಗಳು ಪ್ರತಿದಿನವೂ ಅಪಾಯದ ನಡುವೆ ಸಂಚರಿಸಬೇಕಾದ ಸ್ಥಿತಿ ನಿರ್ಮಾಣವಾಗಿದೆ ಎಂದು ನಿವಾಸಿಗಳು ದೂರಿದ್ದಾರೆ. ಈ ಕಾಮಗಾರಿಕೆ ಗುತ್ತಿಗೆದಾರ ಕೆ.ಎಂ. ಪ್ರವೀಣ್ ಕುಮಾರ್ ಅವರ ಮೂಲಕ, ಲೋಕೋಪಯೋಗಿ ಇಲಾಖೆಯ ಎಇಇಯಲ್ಲಿ ಬಸವ ರೆಡ್ಡಿ ಅವರ ನೇತೃತ್ವದಲ್ಲಿ ನಡೆಯುತ್ತಿದ್ದು, ಕಾಮಗಾರಿಯ ಗುಣಮಟ್ಟ ತೀರಾ ಕಳಪೆಯಾಗಿದೆ ಎಂಬ ಆರೋಪ ಗಳು ಕೇಳಿಬಂದಿವೆ. ಈ ಕುರಿತು ಬಾಪೂಜಿ ನಗರ 7ನೇ ವಾರ್ಡಿನ ಕಾರ್ಪೊರೇಟರ್ ಉಮಾದೇವಿ ಶಿವರಾಜ್ ಅವರ ಗಮನಕ್ಕೆ ತಂದರೂ, ಯಾವುದೇ ಸ್ಪಷ್ಟ ಪ್ರತಿಕ್ರಿಯೆ ಲಭ್ಯವಾಗಿಲ್ಲವೆಂದು ಸಾರ್ವಜನಿಕರು ಅಸಮಾಧಾನ ವ್ಯಕ್ತಪಡಿಸಿದ್ದಾರೆ. ಕಳಪೆ ಕಾಮಗಾರಿಯಿಂದ [283, 587, 516, 860]
headline-road-work-1: ಬಾಪೂಜಿ ನಗರ-ಆಂದ್ರಾಳ್ ರಸ್ತೆ ಕಾಮಗಾರಿ [155, 63, 629, 105]
headline-jatre-2: ಸ್ವಾಮಿಗಳಿಂದ ಹೋಳಿಗೆ ಪ್ರಸಾದಕ್ಕೆ ಚಾಲನೆ [168, 1000, 617, 1039]
prasad-distribution-photo [284, 1053, 760, 1232]
article-column-3: ಬಿ.ಎ. ವಿದ್ಯಾರ್ಥಿನಿ ಈರಮ್ಮ ನೇತಾಜಿ ಸುಭಾಷ್ ಚಂದ್ರ ಬೋಸ್ ಅವರ ಜೀವನ ದ ಅಂಗವಾಗಿ ಅವರ ಜೀವನ ಮತ್ತು ಹೋರಾಟದ ಕುರಿತು ಮಾತನಾಡಿದರು. ಓಂಕಾರೇಶ ಎಲ್ಲರನ್ನು ಸ್ವಾಗತಿಸಿದರು, ಆಮೃತ ಕುಮಾರ ಎಂ. ನಿರೂಪಿಸಿದರು, ಡಾ.ಸಂತೋಷ ಕುಮಾರ ವಂದಿಸಿದರು. ಎಲ್ಲಾ ಬೋಧಕ, ಬೋಧಕೇತರ ಸಿಬ್ಬಂದಿ ವರ್ಗದವರು ಮತ್ತು ವಿದ್ಯಾರ್ಥಿನಿಯರು ಭಾಗವಹಿಸಿದರು. [1262, 1268, 1488, 1392]
headline-hampi-2: ಕವಿಗೋಷ್ಠಿಗೆ ಅರ್ಜಿ ಆಹ್ವಾನ [82, 2048, 344, 2083]
headline-bodybuilding: ಜಿ.ಕೆ. ಕ್ಲಾಸಿಕ್ ಸೀಸನ್-1 ದೇಹದಾಡ್ಯ ಸ್ಪರ್ಧೆ : ಶರಣಪ್ಪ (ಕೊಪ್ಪಳ) ವಿನ್ನರ್ [856, 63, 1415, 90]
article-ksrtc [19, 1361, 407, 1998]
chariot-photo [1132, 2117, 1488, 2315]
road-construction-photo [277, 163, 760, 578]
article-column-2: ವಿಕಾಸ ಕಾರ್ಯಕ್ರಮಗಳ ರೂಪರೇಖೆ ಮತ್ತು ಯೋಜನೆಯ ಸೇವಾ ಕಾರ್ಯಗಳ ಬಗ್ಗೆ ವಿವರವಾದ ಮಾಹಿತಿ ನೀಡಿದರು. ಡಾ.ದಯಾನಂದ್ ಹೃದಯ ಸಂಬಂಧಿ ಕಾಯಿಲೆಗಳು, ಹೃದಯ ಆರೋಗ್ಯಕ್ಕೆ ಸಹಕಾರಿಯಾಗುವ ಜೀವನಶೈಲಿ ಬಗ್ಗೆ ಸವಿಸ್ತಾರವಾಗಿ ವಿವರಿಸಿದರು. ಮಾಜಿ ಕೌನ್ಸಿಲರ್ ಗೋವಿಂದರಾಜು ಯೋಜನೆಯ ಸೇವೆಗಳ ಬಗ್ಗೆ ಸಂತೋಷ ವ್ಯಕ್ತಪಡಿಸಿದರು. [1025, 809, 1250, 934]
imprint-line-2: SACHIDANAND LANE , MAIN BAZAR , HOSAPETE , BALLARI , EDITOR K. M. REKHA. EMAIL : hospettimes@gmail.com, Mob No 94484 41484. [230, 2383, 1283, 2399]
